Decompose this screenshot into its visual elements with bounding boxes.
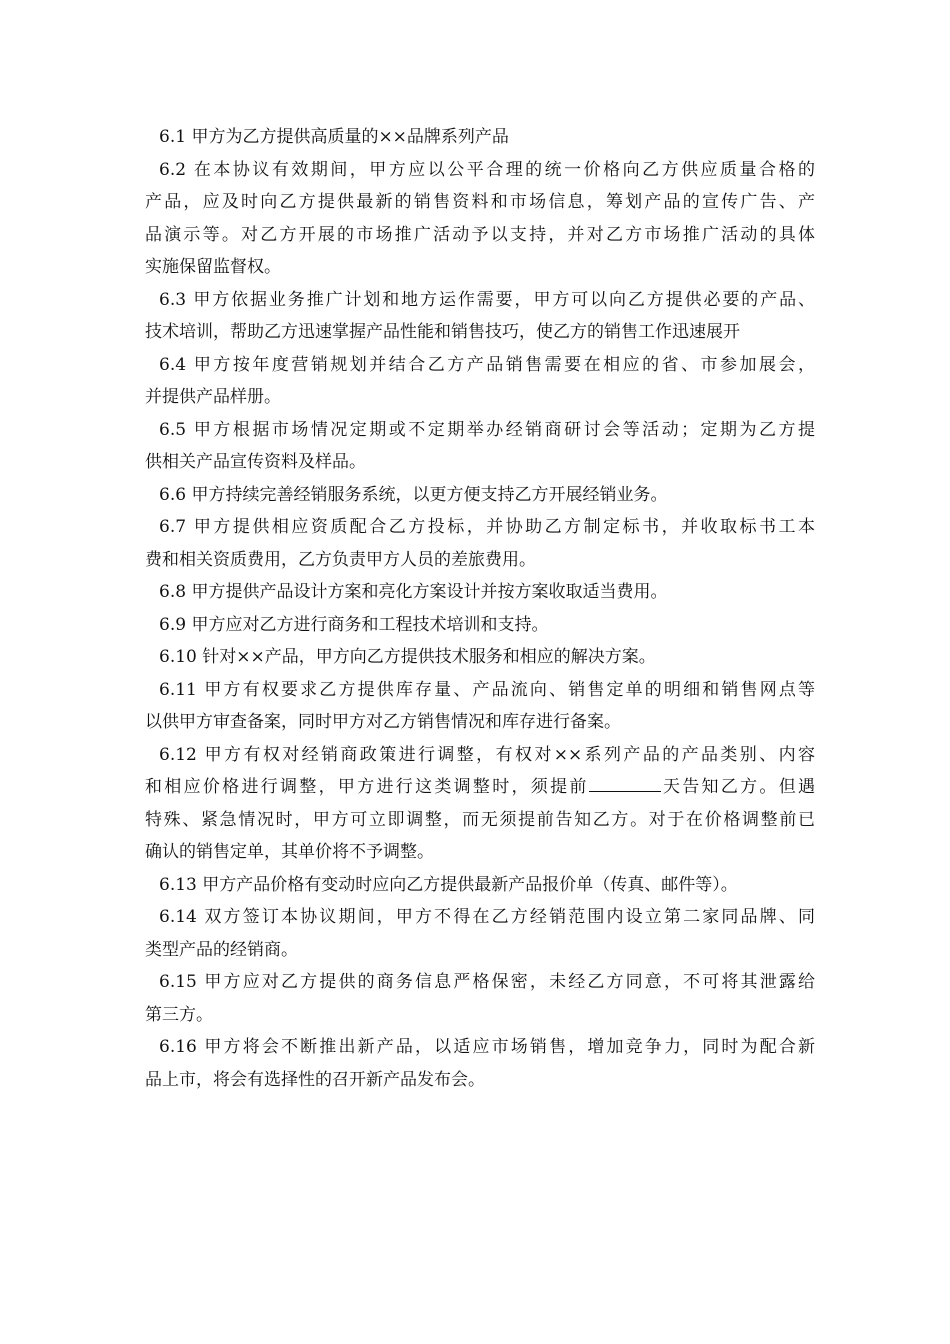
clause-6-14-line-2: 类型产品的经销商。 — [145, 939, 298, 960]
clause-6-1-line-1: 6.1 甲方为乙方提供高质量的××品牌系列产品 — [159, 127, 509, 147]
clause-6-2-line-4: 实施保留监督权。 — [145, 257, 281, 277]
clause-6-7-line-2: 费和相关资质费用，乙方负责甲方人员的差旅费用。 — [145, 549, 536, 570]
clause-6-11-line-2: 以供甲方审查备案，同时甲方对乙方销售情况和库存进行备案。 — [145, 712, 621, 732]
clause-6-13-line-1: 6.13 甲方产品价格有变动时应向乙方提供最新产品报价单（传真、邮件等）。 — [159, 874, 738, 895]
clause-6-5-line-1: 6.5 甲方根据市场情况定期或不定期举办经销商研讨会等活动；定期为乙方提 — [159, 419, 815, 440]
clause-6-15-line-2: 第三方。 — [145, 1004, 213, 1025]
clause-6-16-line-1: 6.16 甲方将会不断推出新产品，以适应市场销售，增加竞争力，同时为配合新 — [159, 1037, 815, 1057]
clause-6-12-line-3: 特殊、紧急情况时，甲方可立即调整，而无须提前告知乙方。对于在价格调整前已 — [145, 809, 815, 830]
clause-6-7-line-1: 6.7 甲方提供相应资质配合乙方投标，并协助乙方制定标书，并收取标书工本 — [159, 517, 815, 537]
clause-6-9-line-1: 6.9 甲方应对乙方进行商务和工程技术培训和支持。 — [159, 614, 549, 635]
clause-6-8-line-1: 6.8 甲方提供产品设计方案和亮化方案设计并按方案收取适当费用。 — [159, 582, 668, 602]
clause-6-12-line-4: 确认的销售定单，其单价将不予调整。 — [145, 842, 434, 862]
clause-6-2-line-3: 品演示等。对乙方开展的市场推广活动予以支持，并对乙方市场推广活动的具体 — [145, 224, 815, 245]
clause-list — [145, 121, 815, 1096]
fill-in-blank-days — [589, 774, 661, 792]
clause-6-12-line-2 — [145, 771, 815, 804]
clause-6-12-line-2-after: 天告知乙方。但遇 — [660, 777, 816, 797]
clause-6-15-line-1: 6.15 甲方应对乙方提供的商务信息严格保密，未经乙方同意，不可将其泄露给 — [159, 972, 815, 992]
clause-6-14-line-1: 6.14 双方签订本协议期间，甲方不得在乙方经销范围内设立第二家同品牌、同 — [159, 907, 815, 927]
clause-6-16-line-2: 品上市，将会有选择性的召开新产品发布会。 — [145, 1069, 485, 1090]
clause-6-12-line-1: 6.12 甲方有权对经销商政策进行调整，有权对××系列产品的产品类别、内容 — [159, 744, 815, 765]
clause-6-2-line-2: 产品，应及时向乙方提供最新的销售资料和市场信息，筹划产品的宣传广告、产 — [145, 192, 815, 212]
clause-6-6-line-1: 6.6 甲方持续完善经销服务系统，以更方便支持乙方开展经销业务。 — [159, 484, 668, 505]
clause-6-11-line-1: 6.11 甲方有权要求乙方提供库存量、产品流向、销售定单的明细和销售网点等 — [159, 679, 815, 700]
clause-6-3-line-1: 6.3 甲方依据业务推广计划和地方运作需要，甲方可以向乙方提供必要的产品、 — [159, 289, 815, 310]
clause-6-3-line-2: 技术培训，帮助乙方迅速掌握产品性能和销售技巧，使乙方的销售工作迅速展开 — [145, 322, 740, 342]
clause-6-4-line-1: 6.4 甲方按年度营销规划并结合乙方产品销售需要在相应的省、市参加展会， — [159, 354, 815, 375]
clause-6-10-line-1: 6.10 针对××产品，甲方向乙方提供技术服务和相应的解决方案。 — [159, 647, 656, 667]
clause-6-12-line-2-before: 和相应价格进行调整，甲方进行这类调整时，须提前 — [145, 777, 589, 797]
clause-6-5-line-2: 供相关产品宣传资料及样品。 — [145, 452, 366, 472]
clause-6-2-line-1: 6.2 在本协议有效期间，甲方应以公平合理的统一价格向乙方供应质量合格的 — [159, 159, 815, 180]
clause-6-4-line-2: 并提供产品样册。 — [145, 387, 281, 407]
